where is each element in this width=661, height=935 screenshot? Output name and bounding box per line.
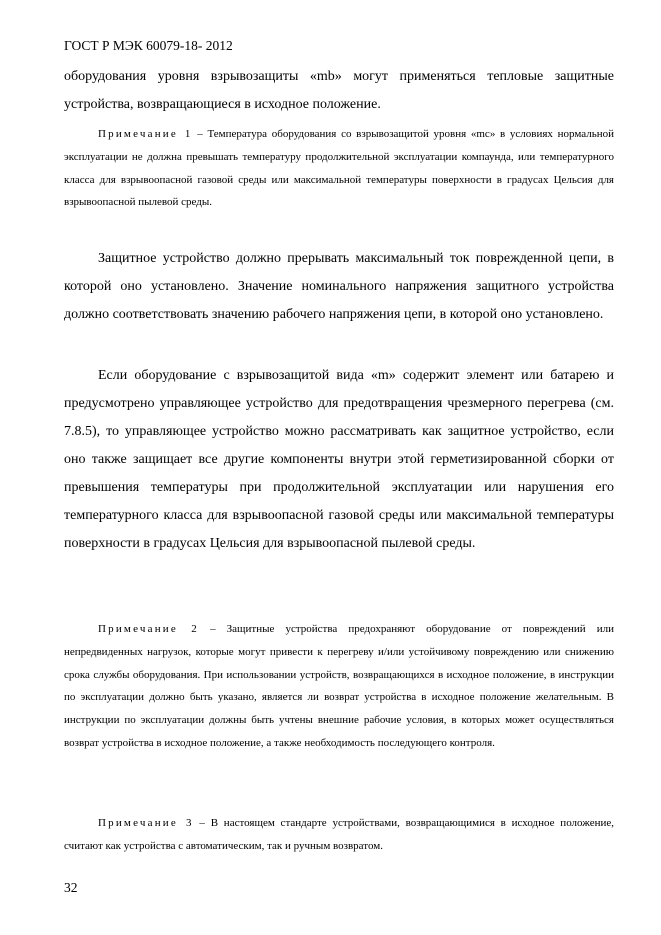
note-1-label: Примечание 1 [98, 128, 193, 140]
note-2-label: Примечание 2 [98, 623, 199, 635]
note-2 [64, 618, 614, 755]
paragraph-protective-device: Защитное устройство должно прерывать максимальный ток поврежденной цепи, в которой оно установлено. Значение номинального напряжения защитного устройства должно соответствовать значению рабочего напряжения цепи, в которой оно установлено. [64, 251, 614, 322]
note-3-label: Примечание 3 [98, 817, 194, 829]
note-1-text: – Температура оборудования со взрывозащитой уровня «mc» в условиях нормальной эксплуатации не должна превышать температуру продолжительной эксплуатации компаунда, или температурного класса для взрывоопасной газовой среды или максимальной температуры поверхности в градусах Цельсия для взрывоопасной пылевой среды. [64, 128, 614, 209]
note-3-text: – В настоящем стандарте устройствами, возвращающимися в исходное положение, считают как устройства с автоматическим, так и ручным возвратом. [64, 817, 615, 852]
paragraph-continuation: оборудования уровня взрывозащиты «mb» могут применяться тепловые защитные устройства, возвращающиеся в исходное положение. [64, 69, 614, 112]
note-1 [64, 123, 614, 214]
page-number: 32 [64, 880, 78, 895]
note-2-text: – Защитные устройства предохраняют оборудование от повреждений или непредвиденных нагрузок, которые могут привести к перегреву и/или устойчивому повреждению или снижению срока службы оборудования. При использовании устройств, возвращающихся в исходное положение, в инструкции по эксплуатации должно быть указано, является ли возврат устройства в исходное положение желательным. В инструкции по эксплуатации должны быть учтены внешние рабочие условия, в которых может осуществляться возврат устройства в исходное положение, а также необходимость последующего контроля. [64, 623, 614, 749]
note-3 [64, 812, 614, 858]
document-header: ГОСТ Р МЭК 60079-18- 2012 [64, 38, 233, 53]
paragraph-battery-control: Если оборудование с взрывозащитой вида «m» содержит элемент или батарею и предусмотрено управляющее устройство для предотвращения чрезмерного перегрева (см. 7.8.5), то управляющее устройство можно рассматривать как защитное устройство, если оно также защищает все другие компоненты внутри этой герметизированной сборки от превышения температуры при продолжительной эксплуатации или нарушения его температурного класса для взрывоопасной газовой среды или максимальной температуры поверхности в градусах Цельсия для взрывоопасной пылевой среды. [64, 368, 614, 551]
